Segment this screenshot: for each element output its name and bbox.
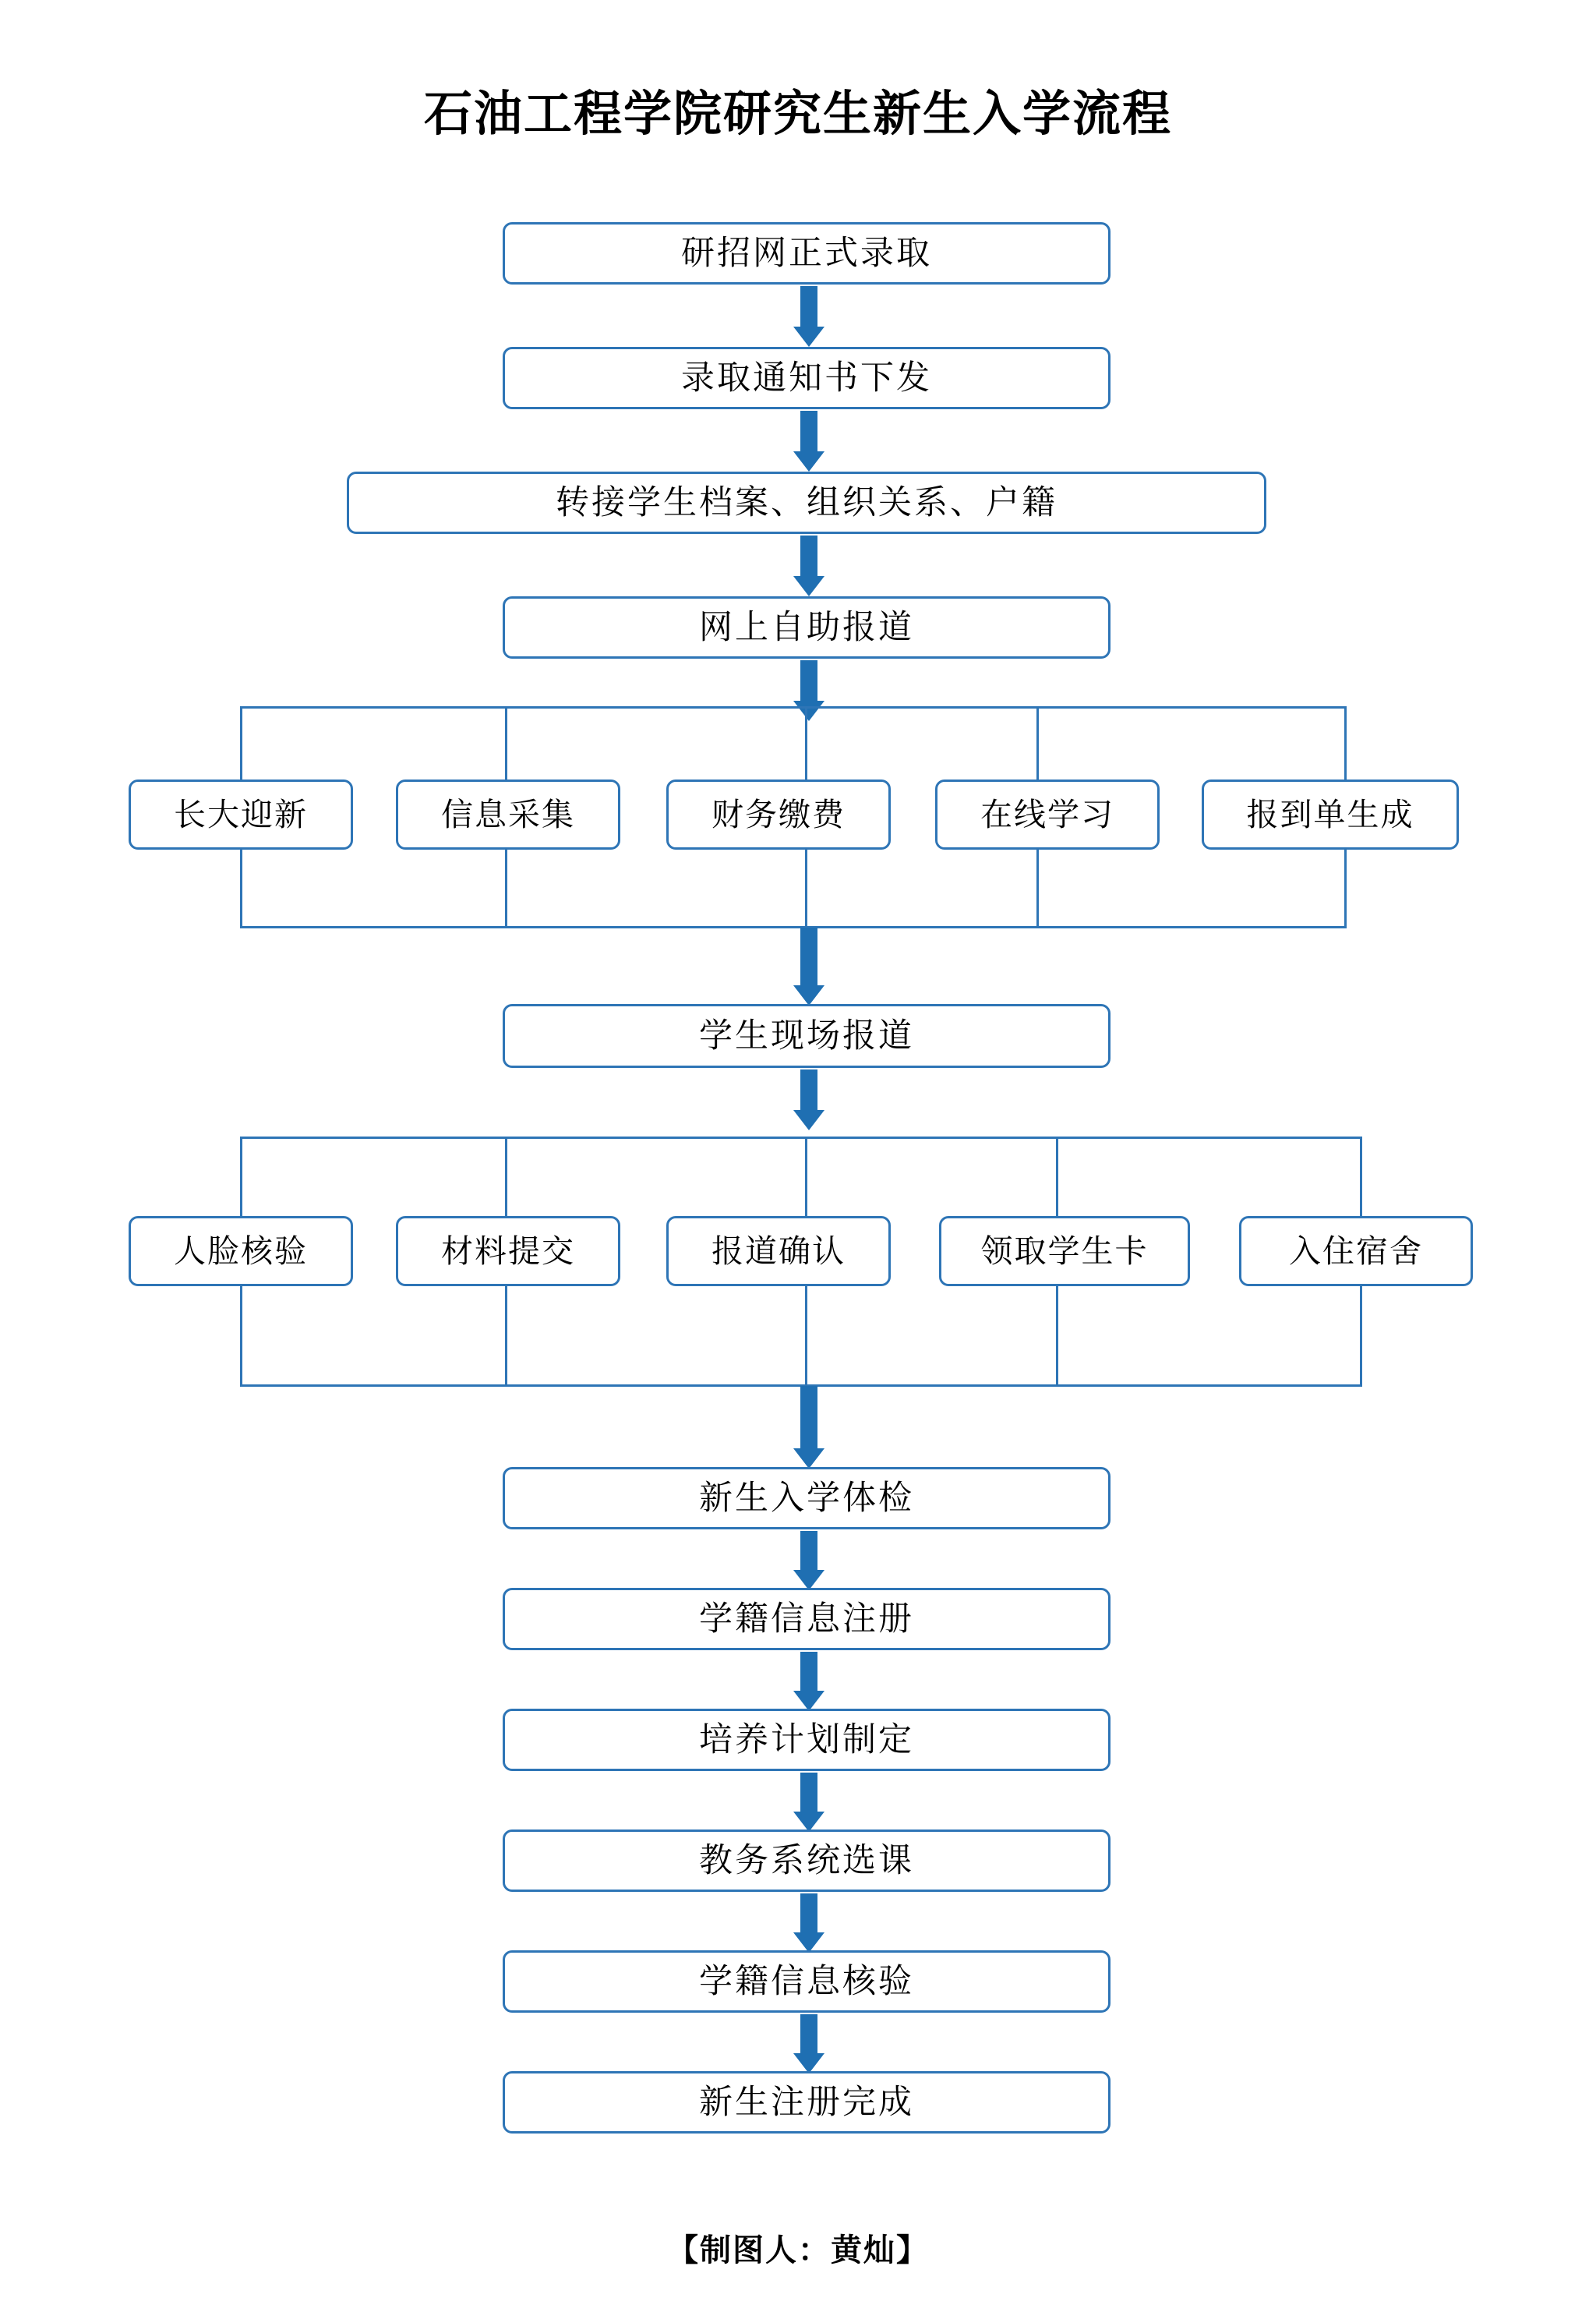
node-n7: 学籍信息注册: [503, 1588, 1110, 1650]
node-n10: 学籍信息核验: [503, 1950, 1110, 2013]
arrow-n8-n9: [793, 1773, 824, 1832]
arrow-branch1-n5: [793, 928, 824, 1006]
node-c4: 领取学生卡: [939, 1216, 1190, 1286]
arrow-n7-n8: [793, 1652, 824, 1711]
node-n8: 培养计划制定: [503, 1709, 1110, 1771]
branch2-top-drop-3: [805, 1137, 807, 1222]
arrow-n10-n11: [793, 2014, 824, 2073]
branch2-bot-rise-3: [805, 1286, 807, 1386]
node-c3: 报道确认: [666, 1216, 891, 1286]
node-n11: 新生注册完成: [503, 2071, 1110, 2134]
arrow-n1-n2: [793, 286, 824, 347]
arrow-n4-branch1: [793, 660, 824, 721]
node-n6: 新生入学体检: [503, 1467, 1110, 1529]
node-n1: 研招网正式录取: [503, 222, 1110, 285]
branch1-bot-rise-3: [805, 850, 807, 928]
node-n2: 录取通知书下发: [503, 347, 1110, 409]
branch1-bot-rise-2: [505, 850, 507, 928]
node-c2: 材料提交: [396, 1216, 620, 1286]
node-c5: 入住宿舍: [1239, 1216, 1473, 1286]
arrow-n9-n10: [793, 1893, 824, 1953]
node-b4: 在线学习: [935, 780, 1160, 850]
node-n5: 学生现场报道: [503, 1004, 1110, 1068]
footer-credit: 【制图人：黄灿】: [667, 2233, 929, 2268]
node-b1: 长大迎新: [129, 780, 353, 850]
page-title: 石油工程学院研究生新生入学流程: [423, 87, 1172, 141]
node-c1: 人脸核验: [129, 1216, 353, 1286]
node-b2: 信息采集: [396, 780, 620, 850]
arrow-branch2-n6: [793, 1386, 824, 1469]
node-b3: 财务缴费: [666, 780, 891, 850]
arrow-n3-n4: [793, 536, 824, 596]
arrow-n5-branch2: [793, 1069, 824, 1130]
branch2-bot-rise-2: [505, 1286, 507, 1386]
arrow-n6-n7: [793, 1531, 824, 1590]
node-b5: 报到单生成: [1202, 780, 1459, 850]
node-n3: 转接学生档案、组织关系、户籍: [347, 472, 1266, 534]
node-n9: 教务系统选课: [503, 1830, 1110, 1892]
node-n4: 网上自助报道: [503, 596, 1110, 659]
branch2-top-bus: [240, 1137, 1362, 1139]
arrow-n2-n3: [793, 411, 824, 472]
branch1-bot-rise-4: [1036, 850, 1039, 928]
branch2-top-drop-2: [505, 1137, 507, 1222]
branch1-top-bus: [240, 706, 1347, 709]
